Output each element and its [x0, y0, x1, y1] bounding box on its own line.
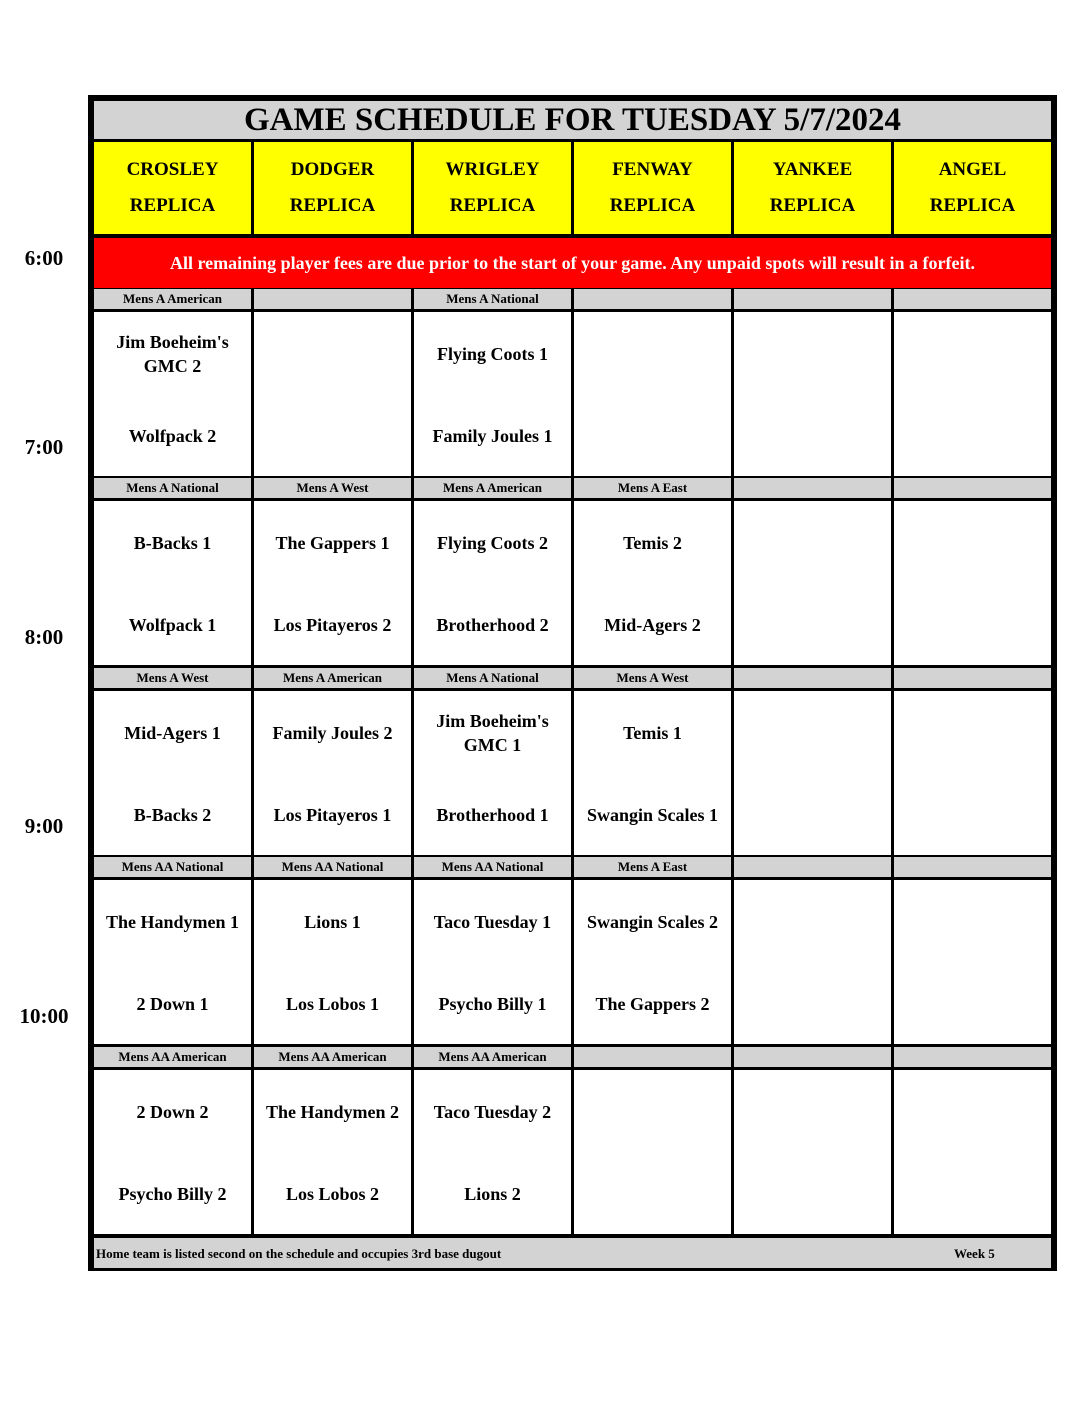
game-cell [734, 880, 891, 1044]
field-sub: REPLICA [929, 195, 1016, 216]
division-row [94, 857, 1051, 877]
away-team [734, 1088, 891, 1136]
division-label [574, 289, 731, 309]
game-cell [734, 501, 891, 665]
away-team [894, 709, 1051, 757]
division-label [734, 1047, 891, 1067]
games-row [94, 691, 1051, 855]
field-fenway [574, 142, 731, 234]
away-team: Temis 2 [623, 533, 682, 553]
game-cell [734, 312, 891, 476]
home-team: B-Backs 2 [133, 805, 212, 825]
division-label [894, 668, 1051, 688]
away-team [734, 519, 891, 567]
away-team [574, 1088, 731, 1136]
division-label: Mens A American [94, 289, 251, 309]
division-label: Mens A West [574, 668, 731, 688]
division-label [734, 289, 891, 309]
game-cell [94, 501, 251, 665]
time-label: 7:00 [24, 435, 64, 459]
field-sub: REPLICA [289, 195, 376, 216]
home-team: Los Pitayeros 1 [273, 805, 392, 825]
field-header-row [94, 142, 1051, 234]
game-cell [574, 1070, 731, 1234]
home-team: Brotherhood 1 [436, 805, 549, 825]
fee-notice-banner: All remaining player fees are due prior to the start of your game. Any unpaid spots will result in a forfeit. [94, 238, 1051, 288]
division-row [94, 1047, 1051, 1067]
division-label: Mens A National [414, 668, 571, 688]
away-team: Temis 1 [623, 723, 682, 743]
home-team: Psycho Billy 2 [118, 1184, 227, 1204]
away-team: Jim Boeheim's GMC 2 [116, 332, 229, 376]
time-slot [94, 478, 1051, 665]
home-team: Los Lobos 1 [285, 994, 380, 1014]
game-cell [254, 691, 411, 855]
game-cell [414, 312, 571, 476]
division-label [894, 857, 1051, 877]
home-team: Family Joules 1 [432, 426, 553, 446]
time-slot [94, 857, 1051, 1044]
away-team: Taco Tuesday 2 [433, 1102, 552, 1122]
home-team: Swangin Scales 1 [586, 805, 719, 825]
game-cell [894, 1070, 1051, 1234]
division-label [254, 289, 411, 309]
game-cell [94, 1070, 251, 1234]
away-team: Mid-Agers 1 [124, 723, 221, 743]
away-team: B-Backs 1 [133, 533, 212, 553]
home-team: Lions 2 [464, 1184, 521, 1204]
home-team: 2 Down 1 [136, 994, 209, 1014]
field-name: FENWAY [612, 159, 693, 180]
home-team: Los Pitayeros 2 [273, 615, 392, 635]
games-row [94, 501, 1051, 665]
division-label: Mens A East [574, 478, 731, 498]
home-team: Brotherhood 2 [436, 615, 549, 635]
week-label: Week 5 [954, 1246, 995, 1261]
away-team: Swangin Scales 2 [586, 912, 719, 932]
away-team [894, 330, 1051, 378]
game-cell [254, 1070, 411, 1234]
away-team: The Handymen 2 [265, 1102, 400, 1122]
away-team: 2 Down 2 [136, 1102, 209, 1122]
away-team: The Gappers 1 [275, 533, 390, 553]
game-cell [94, 880, 251, 1044]
game-cell [894, 880, 1051, 1044]
away-team [734, 898, 891, 946]
field-dodger [254, 142, 411, 234]
game-cell [574, 501, 731, 665]
game-cell [254, 312, 411, 476]
away-team: Lions 1 [304, 912, 361, 932]
away-team [574, 330, 731, 378]
division-label: Mens A National [414, 289, 571, 309]
away-team: Family Joules 2 [272, 723, 393, 743]
away-team [254, 330, 411, 378]
division-label [734, 668, 891, 688]
field-angel [894, 142, 1051, 234]
away-team [734, 330, 891, 378]
home-team: Los Lobos 2 [285, 1184, 380, 1204]
time-slot [94, 1047, 1051, 1234]
game-cell [94, 691, 251, 855]
field-yankee [734, 142, 891, 234]
game-cell [574, 312, 731, 476]
time-label: 6:00 [24, 246, 64, 270]
game-cell [254, 880, 411, 1044]
away-team: Flying Coots 2 [436, 533, 548, 553]
division-label: Mens A West [94, 668, 251, 688]
division-label: Mens A National [94, 478, 251, 498]
schedule-title: GAME SCHEDULE FOR TUESDAY 5/7/2024 [94, 101, 1051, 139]
time-label: 9:00 [24, 814, 64, 838]
away-team [894, 519, 1051, 567]
division-label: Mens AA National [94, 857, 251, 877]
field-name: CROSLEY [126, 159, 219, 180]
game-cell [414, 691, 571, 855]
division-label [894, 1047, 1051, 1067]
away-team [734, 709, 891, 757]
division-row [94, 478, 1051, 498]
footer-note: Home team is listed second on the schedule and occupies 3rd base dugout [96, 1246, 502, 1261]
time-slot [94, 289, 1051, 476]
game-cell [94, 312, 251, 476]
away-team: The Handymen 1 [105, 912, 240, 932]
division-label [894, 478, 1051, 498]
away-team: Jim Boeheim's GMC 1 [436, 711, 549, 755]
schedule-table [88, 95, 1057, 1271]
time-label: 8:00 [24, 625, 64, 649]
field-sub: REPLICA [129, 195, 216, 216]
game-cell [734, 691, 891, 855]
game-cell [574, 691, 731, 855]
away-team: Flying Coots 1 [436, 344, 548, 364]
field-name: YANKEE [772, 159, 853, 180]
games-row [94, 880, 1051, 1044]
division-label: Mens AA National [254, 857, 411, 877]
division-label: Mens AA American [94, 1047, 251, 1067]
division-label [734, 857, 891, 877]
division-row [94, 668, 1051, 688]
games-row [94, 1070, 1051, 1234]
division-label: Mens A American [414, 478, 571, 498]
field-wrigley [414, 142, 571, 234]
game-cell [894, 501, 1051, 665]
field-name: ANGEL [938, 159, 1007, 180]
division-row [94, 289, 1051, 309]
away-team [894, 1088, 1051, 1136]
game-cell [894, 312, 1051, 476]
home-team: Mid-Agers 2 [604, 615, 701, 635]
division-label [894, 289, 1051, 309]
field-sub: REPLICA [769, 195, 856, 216]
home-team: The Gappers 2 [595, 994, 710, 1014]
game-cell [734, 1070, 891, 1234]
games-row [94, 312, 1051, 476]
field-sub: REPLICA [609, 195, 696, 216]
game-cell [574, 880, 731, 1044]
home-team: Wolfpack 1 [128, 615, 217, 635]
time-slot [94, 668, 1051, 855]
home-team: Wolfpack 2 [128, 426, 217, 446]
field-crosley [94, 142, 251, 234]
time-label: 10:00 [19, 1004, 69, 1028]
away-team: Taco Tuesday 1 [433, 912, 552, 932]
game-cell [414, 1070, 571, 1234]
division-label: Mens A East [574, 857, 731, 877]
division-label: Mens AA American [414, 1047, 571, 1067]
field-name: DODGER [290, 159, 375, 180]
game-cell [254, 501, 411, 665]
division-label [734, 478, 891, 498]
field-sub: REPLICA [449, 195, 536, 216]
away-team [894, 898, 1051, 946]
field-name: WRIGLEY [445, 159, 540, 180]
division-label: Mens AA National [414, 857, 571, 877]
game-cell [894, 691, 1051, 855]
division-label: Mens AA American [254, 1047, 411, 1067]
division-label: Mens A West [254, 478, 411, 498]
division-label [574, 1047, 731, 1067]
game-cell [414, 501, 571, 665]
home-team: Psycho Billy 1 [438, 994, 547, 1014]
schedule-footer [94, 1238, 1051, 1268]
division-label: Mens A American [254, 668, 411, 688]
game-cell [414, 880, 571, 1044]
